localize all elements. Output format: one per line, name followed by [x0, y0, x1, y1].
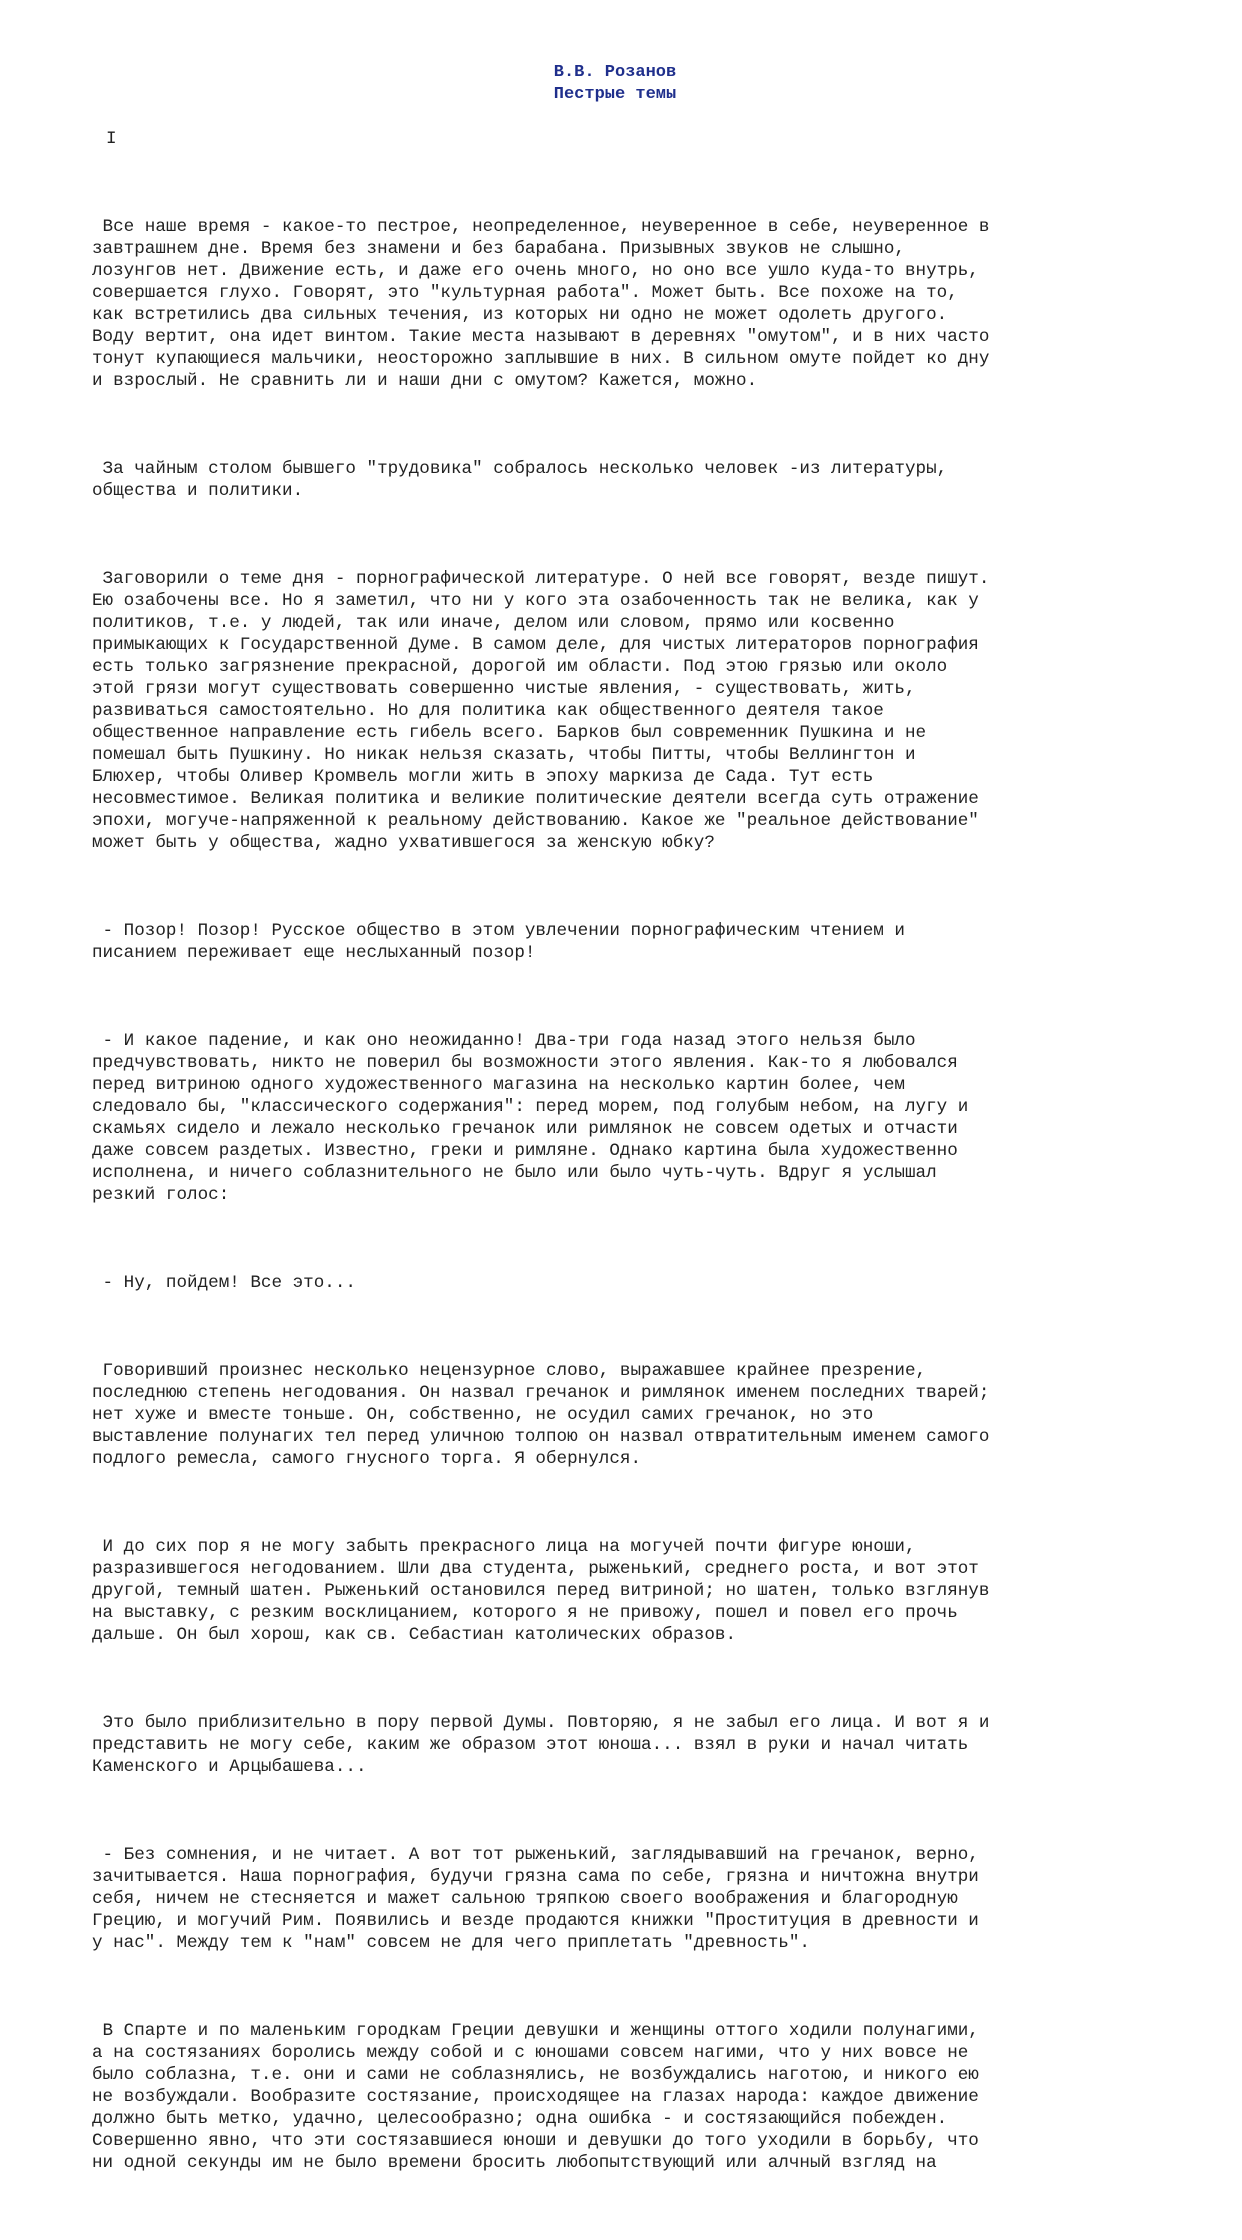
author-name: В.В. Розанов	[553, 63, 677, 82]
section-number: I	[106, 129, 117, 149]
paragraph: Все наше время - какое-то пестрое, неопределенное, неуверенное в себе, неуверенное в завтрашнем дне. Время без знамени и без барабана. Призывных звуков не слышно, лозунгов нет. Движение есть, и даже его очень много, но оно все ушло куда-то внутрь, совершается глухо. Говорят, это "культурная работа". Может быть. Все похоже на то, как встретились два сильных течения, из которых ни одно не может одолеть другого. Воду вертит, она идет винтом. Такие места называют в деревнях "омутом", и в них часто тонут купающиеся мальчики, неосторожно заплывшие в них. В сильном омуте пойдет ко дну и взрослый. Не сравнить ли и наши дни с омутом? Кажется, можно.	[92, 217, 990, 391]
paragraph: Заговорили о теме дня - порнографической литературе. О ней все говорят, везде пишут. Ею озабочены все. Но я заметил, что ни у кого эта озабоченность так не велика, как у политиков, т.е. у людей, так или иначе, делом или словом, прямо или косвенно примыкающих к Государственной Думе. В самом деле, для чистых литераторов порнография есть только загрязнение прекрасной, дорогой им области. Под этою грязью или около этой грязи могут существовать совершенно чистые явления, - существовать, жить, развиваться самостоятельно. Но для политика как общественного деятеля такое общественное направление есть гибель всего. Барков был современник Пушкина и не помешал быть Пушкину. Но никак нельзя сказать, чтобы Питты, чтобы Веллингтон и Блюхер, чтобы Оливер Кромвель могли жить в эпоху маркиза де Сада. Тут есть несовместимое. Великая политика и великие политические деятели всегда суть отражение эпохи, могуче-напряженной к реальному действованию. Какое же "реальное действование" может быть у общества, жадно ухватившегося за женскую юбку?	[92, 569, 990, 853]
paragraph: Говоривший произнес несколько нецензурное слово, выражавшее крайнее презрение, последнюю степень негодования. Он назвал гречанок и римлянок именем последних тварей; нет хуже и вместе тоньше. Он, собственно, не осудил самих гречанок, но это выставление полунагих тел перед уличною толпою он назвал отвратительным именем самого подлого ремесла, самого гнусного торга. Я обернулся.	[92, 1361, 990, 1469]
paragraph: - Ну, пойдем! Все это...	[92, 1273, 356, 1293]
paragraph: И до сих пор я не могу забыть прекрасного лица на могучей почти фигуре юноши, разразившегося негодованием. Шли два студента, рыженький, среднего роста, и вот этот другой, темный шатен. Рыженький остановился перед витриной; но шатен, только взглянув на выставку, с резким восклицанием, которого я не привожу, пошел и повел его прочь дальше. Он был хорош, как св. Себастиан католических образов.	[92, 1537, 990, 1645]
body-text	[92, 172, 1172, 2240]
document-page	[92, 62, 1172, 2240]
document-header	[92, 62, 1138, 106]
paragraph: Это было приблизительно в пору первой Думы. Повторяю, я не забыл его лица. И вот я и представить не могу себе, каким же образом этот юноша... взял в руки и начал читать Каменского и Арцыбашева...	[92, 1713, 990, 1777]
paragraph: - Позор! Позор! Русское общество в этом увлечении порнографическим чтением и писанием переживает еще неслыханный позор!	[92, 921, 905, 963]
paragraph: В Спарте и по маленьким городкам Греции девушки и женщины оттого ходили полунагими, а на состязаниях боролись между собой и с юношами совсем нагими, что у них вовсе не было соблазна, т.е. они и сами не соблазнялись, не возбуждались наготою, и никого ею не возбуждали. Вообразите состязание, происходящее на глазах народа: каждое движение должно быть метко, удачно, целесообразно; одна ошибка - и состязающийся побежден. Совершенно явно, что эти состязавшиеся юноши и девушки до того уходили в борьбу, что ни одной секунды им не было времени бросить любопытствующий или алчный взгляд на	[92, 2021, 979, 2173]
paragraph: За чайным столом бывшего "трудовика" собралось несколько человек -из литературы, общества и политики.	[92, 459, 948, 501]
document-title: Пестрые темы	[553, 85, 677, 104]
paragraph: - Без сомнения, и не читает. А вот тот рыженький, заглядывавший на гречанок, верно, зачитывается. Наша порнография, будучи грязна сама по себе, грязна и ничтожна внутри себя, ничем не стесняется и мажет сальною тряпкою своего воображения и благородную Грецию, и могучий Рим. Появились и везде продаются книжки "Проституция в древности и у нас". Между тем к "нам" совсем не для чего приплетать "древность".	[92, 1845, 979, 1953]
paragraph: - И какое падение, и как оно неожиданно! Два-три года назад этого нельзя было предчувствовать, никто не поверил бы возможности этого явления. Как-то я любовался перед витриною одного художественного магазина на несколько картин более, чем следовало бы, "классического содержания": перед морем, под голубым небом, на лугу и скамьях сидело и лежало несколько гречанок или римлянок не совсем одетых и отчасти даже совсем раздетых. Известно, греки и римляне. Однако картина была художественно исполнена, и ничего соблазнительного не было или было чуть-чуть. Вдруг я услышал резкий голос:	[92, 1031, 969, 1205]
